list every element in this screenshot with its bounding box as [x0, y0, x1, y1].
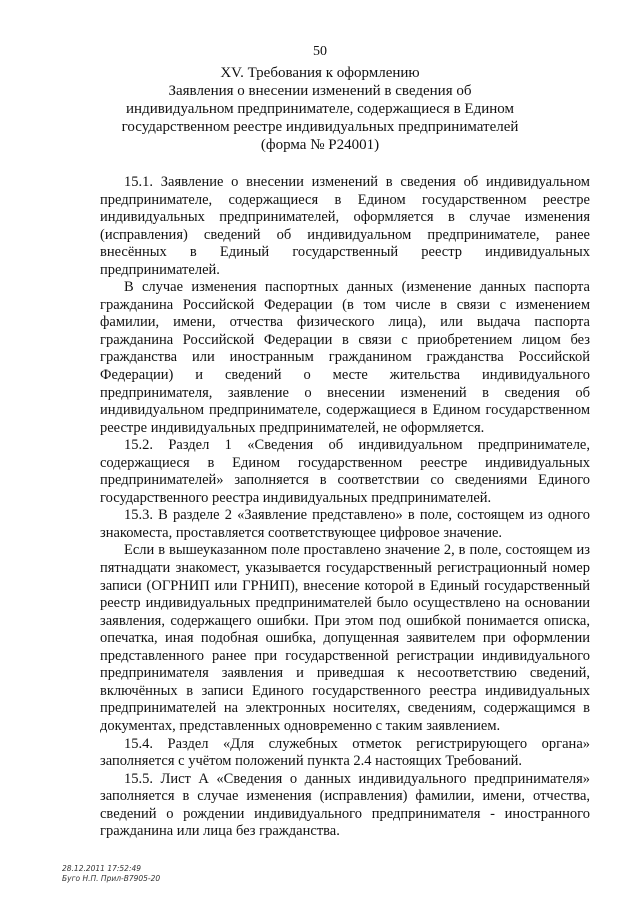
document-footer [62, 864, 160, 884]
paragraph-15-3: 15.3. В разделе 2 «Заявление представлено» в поле, состоящем из одного знакоместа, проставляется соответствующее цифровое значение. [100, 507, 590, 541]
heading-line-4: государственном реестре индивидуальных предпринимателей [121, 119, 519, 135]
paragraph-15-5: 15.5. Лист А «Сведения о данных индивидуального предпринимателя» заполняется в случае изменения (исправления) фамилии, имени, отчества, сведений о рождении индивидуального предпринимателя - иностранного гражданина или лица без гражданства. [100, 770, 590, 840]
heading-line-2: Заявления о внесении изменений в сведения об [168, 83, 472, 99]
heading-line-1: XV. Требования к оформлению [220, 65, 420, 81]
paragraph-passport-change: В случае изменения паспортных данных (изменение данных паспорта гражданина Российской Федерации (в том числе в связи с изменением фамилии, имени, отчества физического лица), или выдача паспорта гражданина Российской Федерации в связи с приобретением лицом без гражданства или иностранным гражданином гражданства Российской Федерации) и сведений о месте жительства индивидуального предпринимателя, заявление о внесении изменений в сведения об индивидуальном предпринимателе, содержащиеся в Едином государственном реестре индивидуальных предпринимателей, не оформляется. [100, 279, 590, 436]
footer-file-reference: Буго Н.П. Прил-В7905-20 [62, 874, 161, 883]
paragraph-error-correction: Если в вышеуказанном поле проставлено значение 2, в поле, состоящем из пятнадцати знакомест, указывается государственный регистрационный номер записи (ОГРНИП или ГРНИП), внесение которой в Единый государственный реестр индивидуальных предпринимателей было осуществлено на основании заявления, содержащего ошибки. При этом под ошибкой понимается описка, опечатка, иная подобная ошибка, допущенная заявителем при оформлении представленного ранее при государственной регистрации индивидуального предпринимателя заявления и приведшая к несоответствию сведений, включённых в записи Единого государственного реестра индивидуальных предпринимателей на электронных носителях, сведениям, содержащимся в документах, представленных одновременно с таким заявлением. [100, 542, 590, 734]
footer-timestamp: 28.12.2011 17:52:49 [62, 864, 142, 873]
paragraph-15-4: 15.4. Раздел «Для служебных отметок регистрирующего органа» заполняется с учётом положений пункта 2.4 настоящих Требований. [100, 735, 590, 770]
heading-line-3: индивидуальном предпринимателе, содержащиеся в Едином [126, 101, 514, 117]
section-heading [80, 64, 560, 154]
paragraph-15-2: 15.2. Раздел 1 «Сведения об индивидуальном предпринимателе, содержащиеся в Едином государственном реестре индивидуальных предпринимателей» заполняется в соответствии со сведениями Единого государственного реестра индивидуальных предпринимателей. [100, 437, 590, 506]
page-number: 50 [313, 44, 327, 59]
body-text [100, 174, 590, 841]
paragraph-15-1: 15.1. Заявление о внесении изменений в сведения об индивидуальном предпринимателе, содержащиеся в Едином государственном реестре индивидуальных предпринимателей, оформляется в случае изменения (исправления) сведений об индивидуальном предпринимателе, ранее внесённых в Единый государственный реестр индивидуальных предпринимателей. [100, 174, 590, 278]
heading-line-5: (форма № Р24001) [260, 137, 380, 153]
